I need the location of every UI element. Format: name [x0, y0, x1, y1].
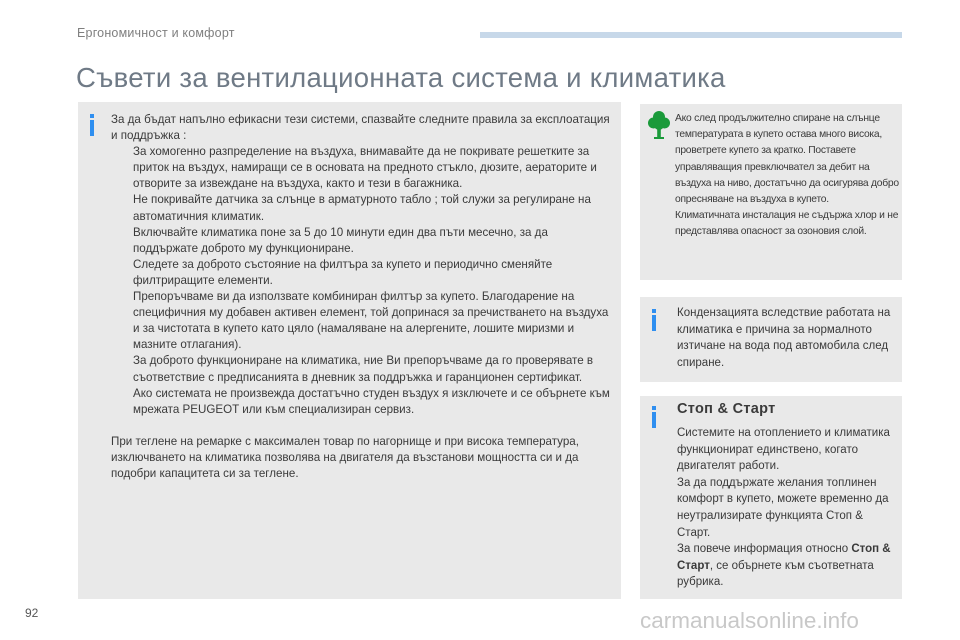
- tree-icon: [648, 110, 670, 140]
- list-item-text: Следете за доброто състояние на филтъра за купето и периодично сменяйте филтриращите елементи.: [133, 257, 553, 287]
- intro-text: За да бъдат напълно ефикасни тези системи, спазвайте следните правила за експлоатация и поддръжка :: [111, 113, 610, 143]
- filter-note: Препоръчваме ви да използвате комбиниран филтър за купето. Благодарение на специфичния му добавен активен елемент, той допринася за пречистването на въздуха и за чистотата в купето като цяло (намаляване на алергените, лошите миризми и мазните отлагания).: [133, 290, 609, 352]
- list-item: [111, 192, 611, 224]
- info-icon: [649, 309, 659, 331]
- list-item: [111, 144, 611, 192]
- maintenance-tips-box: [78, 102, 621, 599]
- eco-paragraph: Ако след продължително спиране на слънце температурата в купето остава много висока, проветрете купето за кратко. Поставете управляващия превключвател за дебит на въздуха на ниво, достатъчно да осигурява добро опресняване на въздуха в купето.: [675, 113, 899, 206]
- eco-paragraph: Климатичната инсталация не съдържа хлор и не представлява опасност за озоновия слой.: [675, 210, 899, 238]
- running-header: Ергономичност и комфорт: [77, 26, 235, 40]
- maintenance-tips-text: [111, 112, 611, 482]
- list-item: [111, 386, 611, 418]
- list-item-text: Включвайте климатика поне за 5 до 10 минути един два пъти месечно, за да поддържате доброто му функциониране.: [133, 225, 548, 255]
- stop-start-text: [677, 425, 899, 591]
- list-item-text: За хомогенно разпределение на въздуха, внимавайте да не покривате решетките за приток на въздух, намиращи се в основата на предното стъкло, дюзите, аераторите и отворите за извеждане на въздуха, както и тези в багажника.: [133, 145, 597, 191]
- condensation-box: [640, 297, 902, 382]
- info-icon: [649, 406, 659, 428]
- watermark: carmanualsonline.info: [640, 608, 859, 633]
- list-item: [111, 353, 611, 385]
- list-item-text: Не покривайте датчика за слънце в арматурното табло ; той служи за регулиране на автоматичния климатик.: [133, 193, 591, 223]
- stop-start-title: Стоп & Старт: [677, 401, 776, 417]
- stop-start-text-pre: За повече информация относно: [677, 543, 852, 556]
- stop-start-box: [640, 396, 902, 599]
- stop-start-paragraph: [677, 541, 899, 591]
- info-icon: [87, 114, 97, 136]
- tips-list: [111, 144, 611, 418]
- list-item-text: Ако системата не произвежда достатъчно студен въздух я изключете и се обърнете към мрежата PEUGEOT или към специализиран сервиз.: [133, 386, 610, 416]
- condensation-text: Кондензацията вследствие работата на климатика е причина за нормалното изтичане на вода под автомобила след спиране.: [677, 307, 891, 369]
- list-item-text: За доброто функциониране на климатика, ние Ви препоръчваме да го проверявате в съответствие с предписанията в дневник за поддръжка и гаранционен сертификат.: [133, 354, 594, 384]
- eco-tip-box: [640, 104, 902, 280]
- stop-start-paragraph: Системите на отоплението и климатика функционират единствено, когато двигателят работи.: [677, 427, 890, 473]
- eco-tip-text: [675, 111, 899, 241]
- stop-start-paragraph: За да поддържате желания топлинен комфорт в купето, можете временно да неутрализирате функцията Стоп & Старт.: [677, 476, 889, 539]
- list-item: [111, 225, 611, 257]
- page-number: 92: [25, 606, 39, 620]
- page-title: Съвети за вентилационната система и климатика: [76, 62, 726, 93]
- towing-note: При теглене на ремарке с максимален товар по нагорнище и при висока температура, изключването на климатика позволява на двигателя да възстанови мощността си и да подобри капацитета си за теглене.: [111, 434, 579, 480]
- header-bar: [480, 32, 902, 38]
- list-item: [111, 257, 611, 354]
- stop-start-bold-ref: Стоп & Старт: [677, 543, 891, 572]
- stop-start-text-post: , се обърнете към съответната рубрика.: [677, 559, 874, 589]
